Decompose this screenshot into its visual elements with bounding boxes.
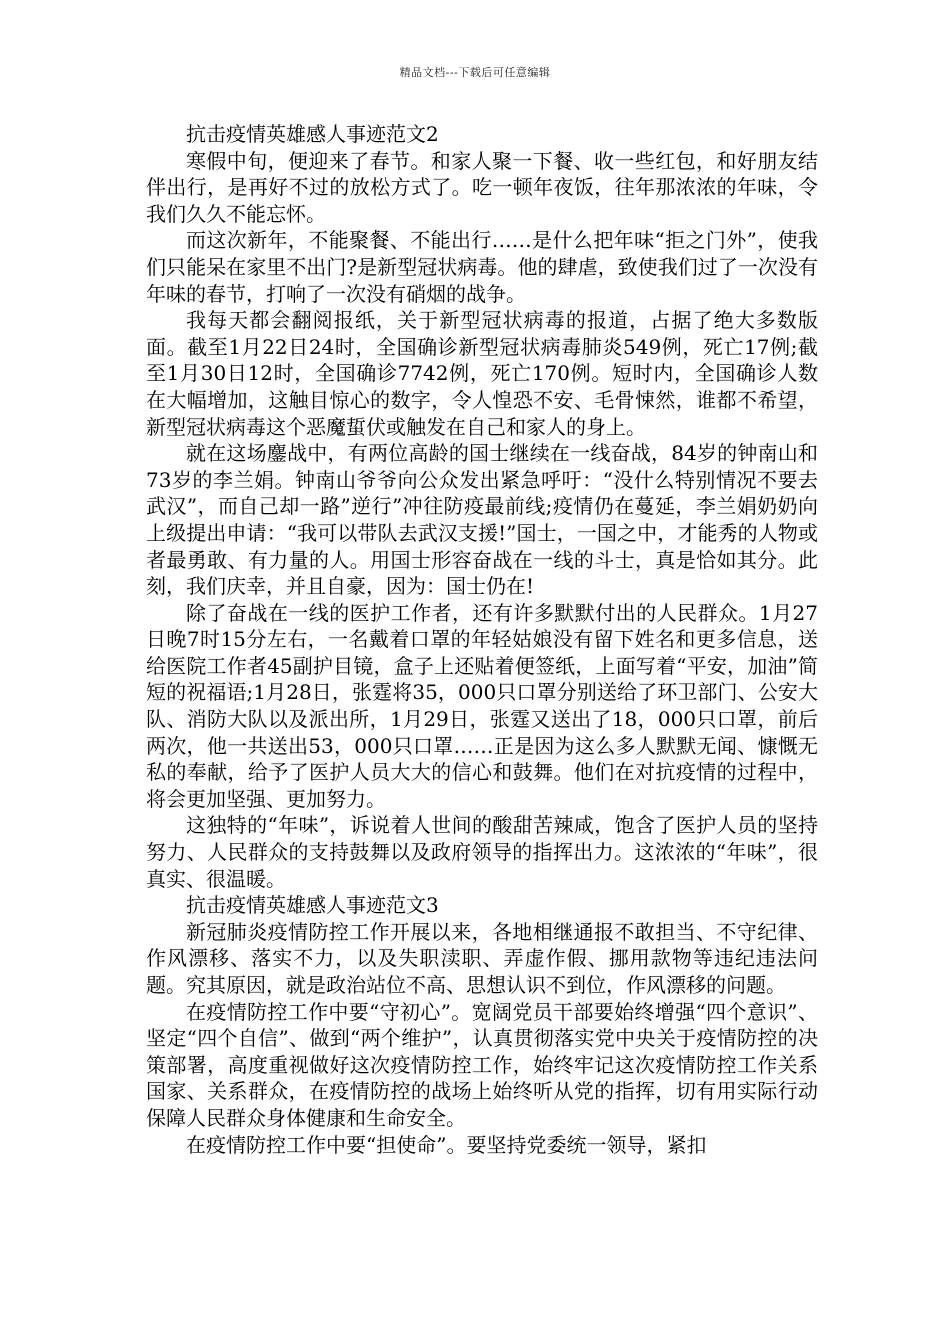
paragraph: 除了奋战在一线的医护工作者，还有许多默默付出的人民群众。1月27日晚7时15分左右，一名戴着口罩的年轻姑娘没有留下姓名和更多信息，送给医院工作者45副护目镜，盒子上还贴着便签纸，上面写着“平安，加油”简短的祝福语;1月28日，张霆将35，000只口罩分别送给了环卫部门、公安大队、消防大队以及派出所，1月29日，张霆又送出了18，000只口罩，前后两次，他一共送出53，000只口罩……正是因为这么多人默默无闻、慷慨无私的奉献，给予了医护人员大大的信心和鼓舞。他们在对抗疫情的过程中，将会更加坚强、更加努力。 [146,600,818,811]
paragraph: 寒假中旬，便迎来了春节。和家人聚一下餐、收一些红包，和好朋友结伴出行，是再好不过的放松方式了。吃一顿年夜饭，往年那浓浓的年味，令我们久久不能忘怀。 [146,148,818,226]
page-header: 精品文档---下载后可任意编辑 [399,66,551,79]
paragraph: 而这次新年，不能聚餐、不能出行……是什么把年味“拒之门外”，使我们只能呆在家里不出门?是新型冠状病毒。他的肆虐，致使我们过了一次没有年味的春节，打响了一次没有硝烟的战争。 [146,228,818,306]
section-heading: 抗击疫情英雄感人事迹范文3 [186,893,439,918]
paragraph: 在疫情防控工作中要“担使命”。要坚持党委统一领导，紧扣 [186,1132,707,1157]
paragraph: 这独特的“年味”，诉说着人世间的酸甜苦辣咸，饱含了医护人员的坚持努力、人民群众的支持鼓舞以及政府领导的指挥出力。这浓浓的“年味”，很真实、很温暖。 [146,813,818,891]
paragraph: 我每天都会翻阅报纸，关于新型冠状病毒的报道，占据了绝大多数版面。截至1月22日24时，全国确诊新型冠状病毒肺炎549例，死亡17例;截至1月30日12时，全国确诊7742例，死亡170例。短时内，全国确诊人数在大幅增加，这触目惊心的数字，令人惶恐不安、毛骨悚然，谁都不希望，新型冠状病毒这个恶魔蜇伏或触发在自己和家人的身上。 [146,308,818,439]
paragraph: 在疫情防控工作中要“守初心”。宽阔党员干部要始终增强“四个意识”、坚定“四个自信”、做到“两个维护”，认真贯彻落实党中央关于疫情防控的决策部署，高度重视做好这次疫情防控工作，始终牢记这次疫情防控工作关系国家、关系群众，在疫情防控的战场上始终听从党的指挥，切有用实际行动保障人民群众身体健康和生命安全。 [146,999,818,1130]
paragraph: 新冠肺炎疫情防控工作开展以来，各地相继通报不敢担当、不守纪律、作风漂移、落实不力，以及失职渎职、弄虚作假、挪用款物等违纪违法问题。究其原因，就是政治站位不高、思想认识不到位，作风漂移的问题。 [146,919,818,997]
paragraph: 就在这场鏖战中，有两位高龄的国士继续在一线奋战，84岁的钟南山和73岁的李兰娟。钟南山爷爷向公众发出紧急呼吁：“没什么特别情况不要去武汉”，而自己却一路”逆行”冲往防疫最前线;疫情仍在蔓延，李兰娟奶奶向上级提出申请：“我可以带队去武汉支援!”国士，一国之中，才能秀的人物或者最勇敢、有力量的人。用国士形容奋战在一线的斗士，真是恰如其分。此刻，我们庆幸，并且自豪，因为：国士仍在! [146,441,818,599]
section-heading: 抗击疫情英雄感人事迹范文2 [186,122,439,146]
document-body [146,121,818,1158]
